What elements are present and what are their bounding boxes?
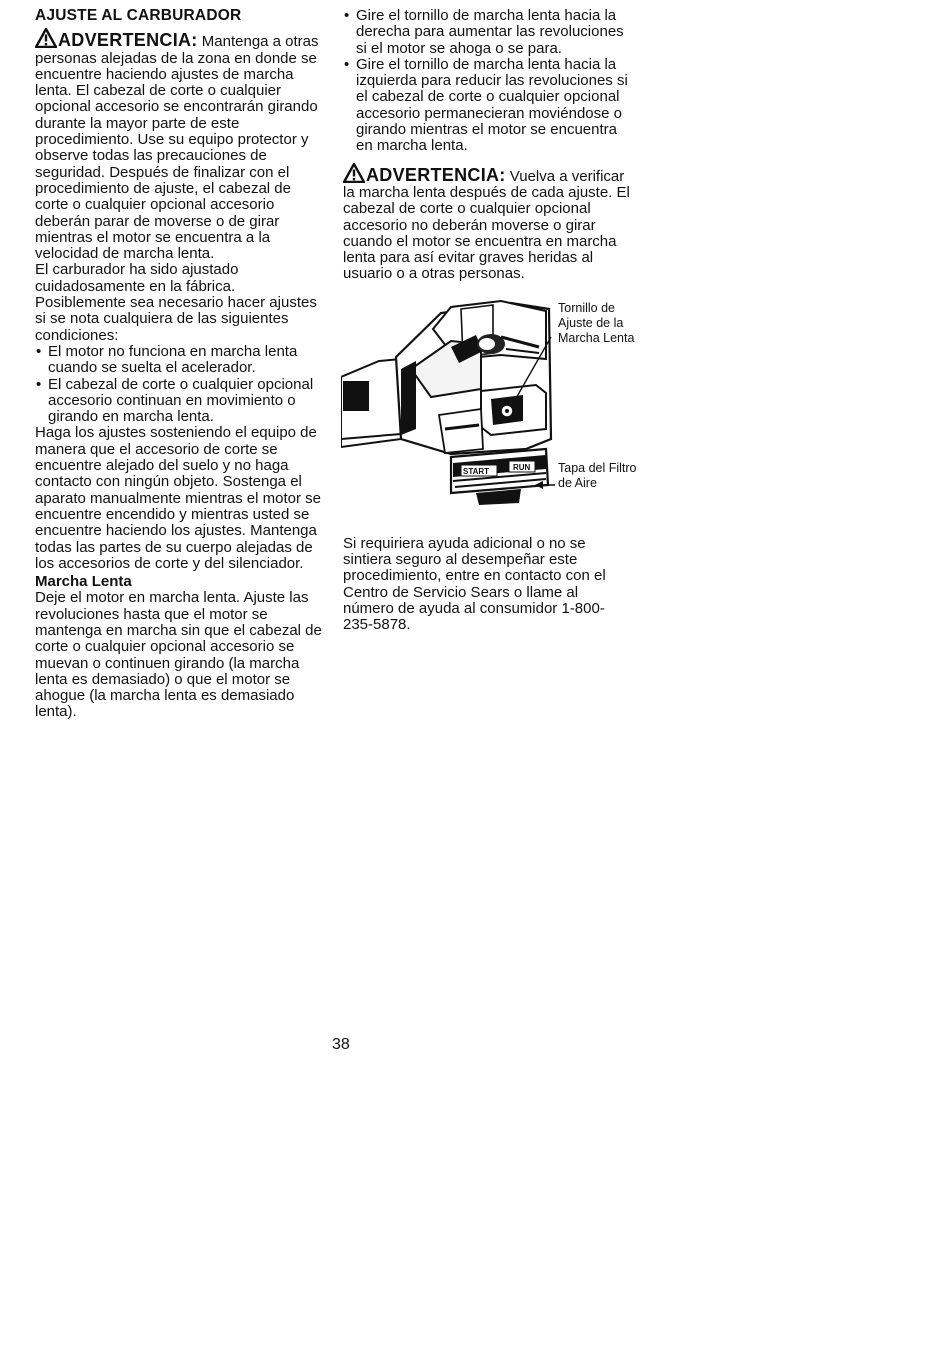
warning-2 <box>343 163 633 283</box>
warning-1 <box>35 28 325 262</box>
warning-2-text: Vuelva a verificar la marcha lenta después de cada ajuste. El cabezal de corte o cualquier opcional accesorio no deberán moverse o girar cuando el motor se encuentra en marcha lenta para así evitar graves heridas al usuario o a otras personas. <box>343 167 630 283</box>
start-label: START <box>463 466 490 476</box>
run-label: RUN <box>513 462 531 472</box>
callout-idle-screw: Tornillo de Ajuste de la Marcha Lenta <box>558 300 635 345</box>
carburetor-paragraph: El carburador ha sido ajustado cuidadosamente en la fábrica. Posiblemente sea necesario hacer ajustes si se nota cualquiera de las siguientes condiciones: <box>35 261 317 344</box>
screw-instructions-list <box>343 8 633 155</box>
engine-illustration <box>341 289 556 524</box>
list-item: • Gire el tornillo de marcha lenta hacia la izquierda para reducir las revoluciones si el cabezal de corte o cualquier opcional accesorio permanecieran moviéndose o girando mientras el motor se encuentra en marcha lenta. <box>343 57 633 155</box>
idle-paragraph: Deje el motor en marcha lenta. Ajuste las revoluciones hasta que el motor se mantenga en marcha sin que el cabezal de corte o cualquier opcional accesorio se muevan o continuen girando (la marcha lenta es demasiado) o que el motor se ahogue (la marcha lenta es demasiado lenta). <box>35 589 322 721</box>
warning-icon <box>35 28 57 48</box>
callout-air-filter: Tapa del Filtro de Aire <box>558 460 637 490</box>
list-item: • Gire el tornillo de marcha lenta hacia la derecha para aumentar las revoluciones si el motor se ahoga o se para. <box>343 8 633 57</box>
adjustment-paragraph: Haga los ajustes sosteniendo el equipo de manera que el accesorio de corte se encuentre alejado del suelo y no haga contacto con ningún objeto. Sostenga el aparato manualmente mientras el motor se encuentre encendido y mientras usted se encuentre haciendo los ajustes. Mantenga todas las partes de su cuerpo alejadas de los accesorios de corte y del silenciador. <box>35 424 321 572</box>
page-number: 38 <box>332 1036 350 1053</box>
section-title: AJUSTE AL CARBURADOR <box>35 7 242 24</box>
conditions-list <box>35 344 325 425</box>
subheading-idle: Marcha Lenta <box>35 573 132 591</box>
warning-1-label: ADVERTENCIA: <box>58 30 198 51</box>
warning-1-text: Mantenga a otras personas alejadas de la zona en donde se encuentre haciendo ajustes de marcha lenta. El cabezal de corte o cualquier opcional accesorio se encontrarán girando durante la mayor parte de este procedimiento. Use su equipo protector y observe todas las precauciones de seguridad. Después de finalizar con el procedimiento de ajuste, el cabezal de corte o cualquier opcional accesorio deberán parar de moverse o de girar mientras el motor se encuentra a la velocidad de marcha lenta. <box>35 33 319 263</box>
right-column <box>343 7 637 634</box>
warning-2-label: ADVERTENCIA: <box>366 164 506 185</box>
warning-icon <box>343 163 365 183</box>
carburetor-figure <box>343 289 637 524</box>
help-paragraph: Si requiriera ayuda adicional o no se sintiera seguro al desempeñar este procedimiento, entre en contacto con el Centro de Servicio Sears o llame al número de ayuda al consumidor 1-800-235-5878. <box>343 534 606 634</box>
left-column <box>35 8 325 721</box>
list-item: • El cabezal de corte o cualquier opcional accesorio continuan en movimiento o girando en marcha lenta. <box>35 377 325 426</box>
list-item: • El motor no funciona en marcha lenta cuando se suelta el acelerador. <box>35 344 325 377</box>
